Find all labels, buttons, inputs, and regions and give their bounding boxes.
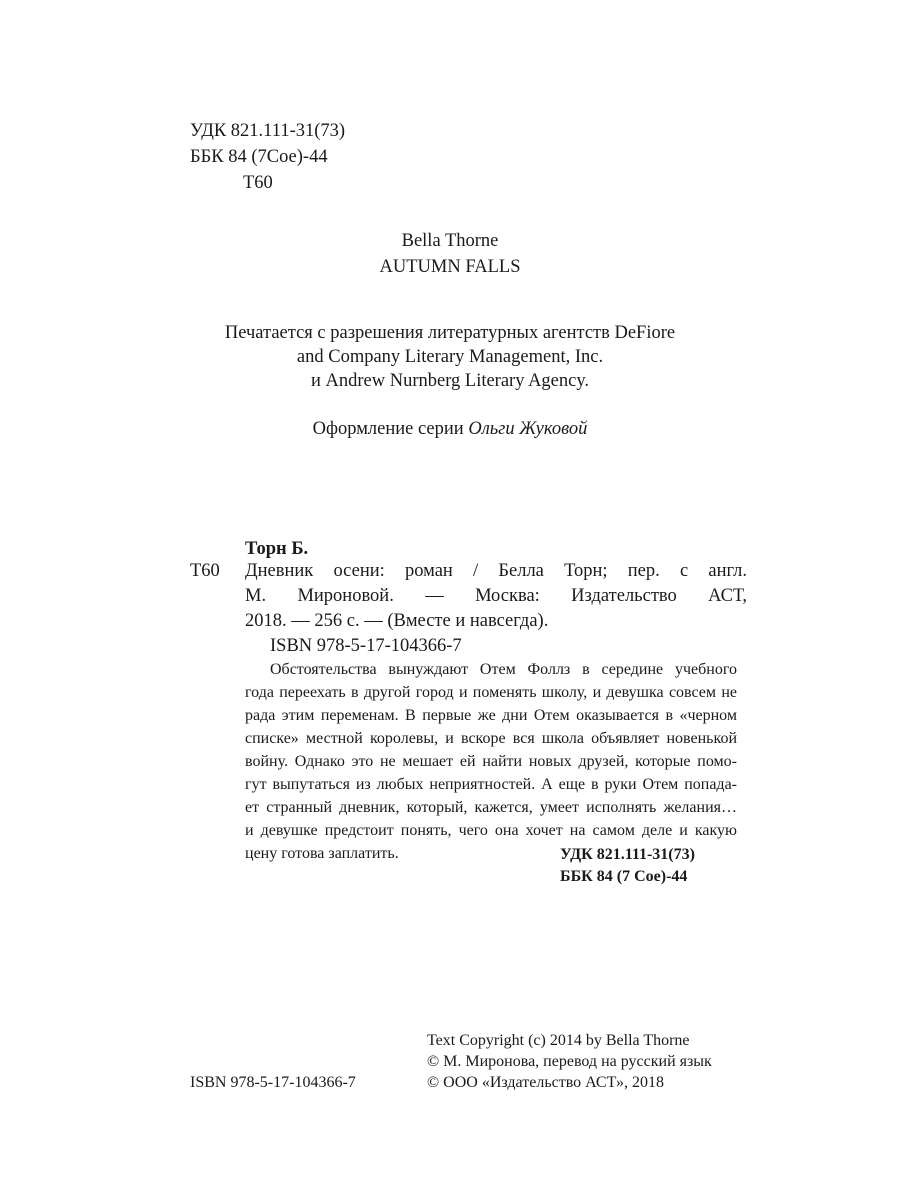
original-title: AUTUMN FALLS	[379, 257, 521, 277]
annotation-line: цену готова заплатить.	[245, 845, 399, 862]
bbk-bottom: ББК 84 (7 Сое)-44	[560, 868, 688, 885]
permission-line-2: and Company Literary Management, Inc.	[296, 347, 604, 367]
catalog-isbn: ISBN 978-5-17-104366-7	[270, 636, 462, 656]
bbk-top: ББК 84 (7Сое)-44	[190, 147, 328, 167]
author-sign-top: Т60	[243, 173, 273, 193]
copyright-line: Text Copyright (c) 2014 by Bella Thorne	[427, 1032, 690, 1049]
annotation-line: гут выпутаться из любых неприятностей. А еще в руки Отем попада-	[245, 776, 737, 793]
udk-bottom: УДК 821.111-31(73)	[560, 846, 695, 863]
catalog-desc-line-1: Дневник осени: роман / Белла Торн; пер. с англ.	[245, 561, 747, 581]
series-design-prefix: Оформление серии	[312, 419, 469, 439]
footer-isbn: ISBN 978-5-17-104366-7	[190, 1074, 356, 1091]
original-author: Bella Thorne	[401, 231, 499, 251]
copyright-line: © М. Миронова, перевод на русский язык	[427, 1053, 712, 1070]
catalog-desc-line-3: 2018. — 256 с. — (Вместе и навсегда).	[245, 611, 549, 631]
annotation-line: и девушке предстоит понять, чего она хочет на самом деле и какую	[245, 822, 737, 839]
annotation-line: Обстоятельства вынуждают Отем Фоллз в середине учебного	[270, 661, 737, 678]
series-design	[0, 416, 900, 442]
annotation-line: года переехать в другой город и поменять школу, и девушка совсем не	[245, 684, 737, 701]
series-designer-name: Ольги Жуковой	[468, 419, 588, 439]
annotation-line: списке» местной королевы, и вскоре вся школа объявляет новенькой	[245, 730, 737, 747]
catalog-desc-line-2: М. Мироновой. — Москва: Издательство АСТ,	[245, 586, 747, 606]
annotation-line: войну. Однако это не мешает ей найти новых друзей, которые помо-	[245, 753, 737, 770]
annotation-line: ет странный дневник, который, кажется, умеет исполнять желания…	[245, 799, 737, 816]
annotation-line: рада этим переменам. В первые же дни Отем оказывается в «черном	[245, 707, 737, 724]
copyright-line: © ООО «Издательство АСТ», 2018	[427, 1074, 664, 1091]
udk-top: УДК 821.111-31(73)	[190, 121, 346, 141]
annotation	[245, 658, 737, 865]
catalog-author-sign: Т60	[190, 561, 220, 581]
permission-line-3: и Andrew Nurnberg Literary Agency.	[310, 371, 590, 391]
catalog-heading: Торн Б.	[245, 539, 309, 559]
permission-line-1: Печатается с разрешения литературных агентств DeFiore	[224, 323, 676, 343]
